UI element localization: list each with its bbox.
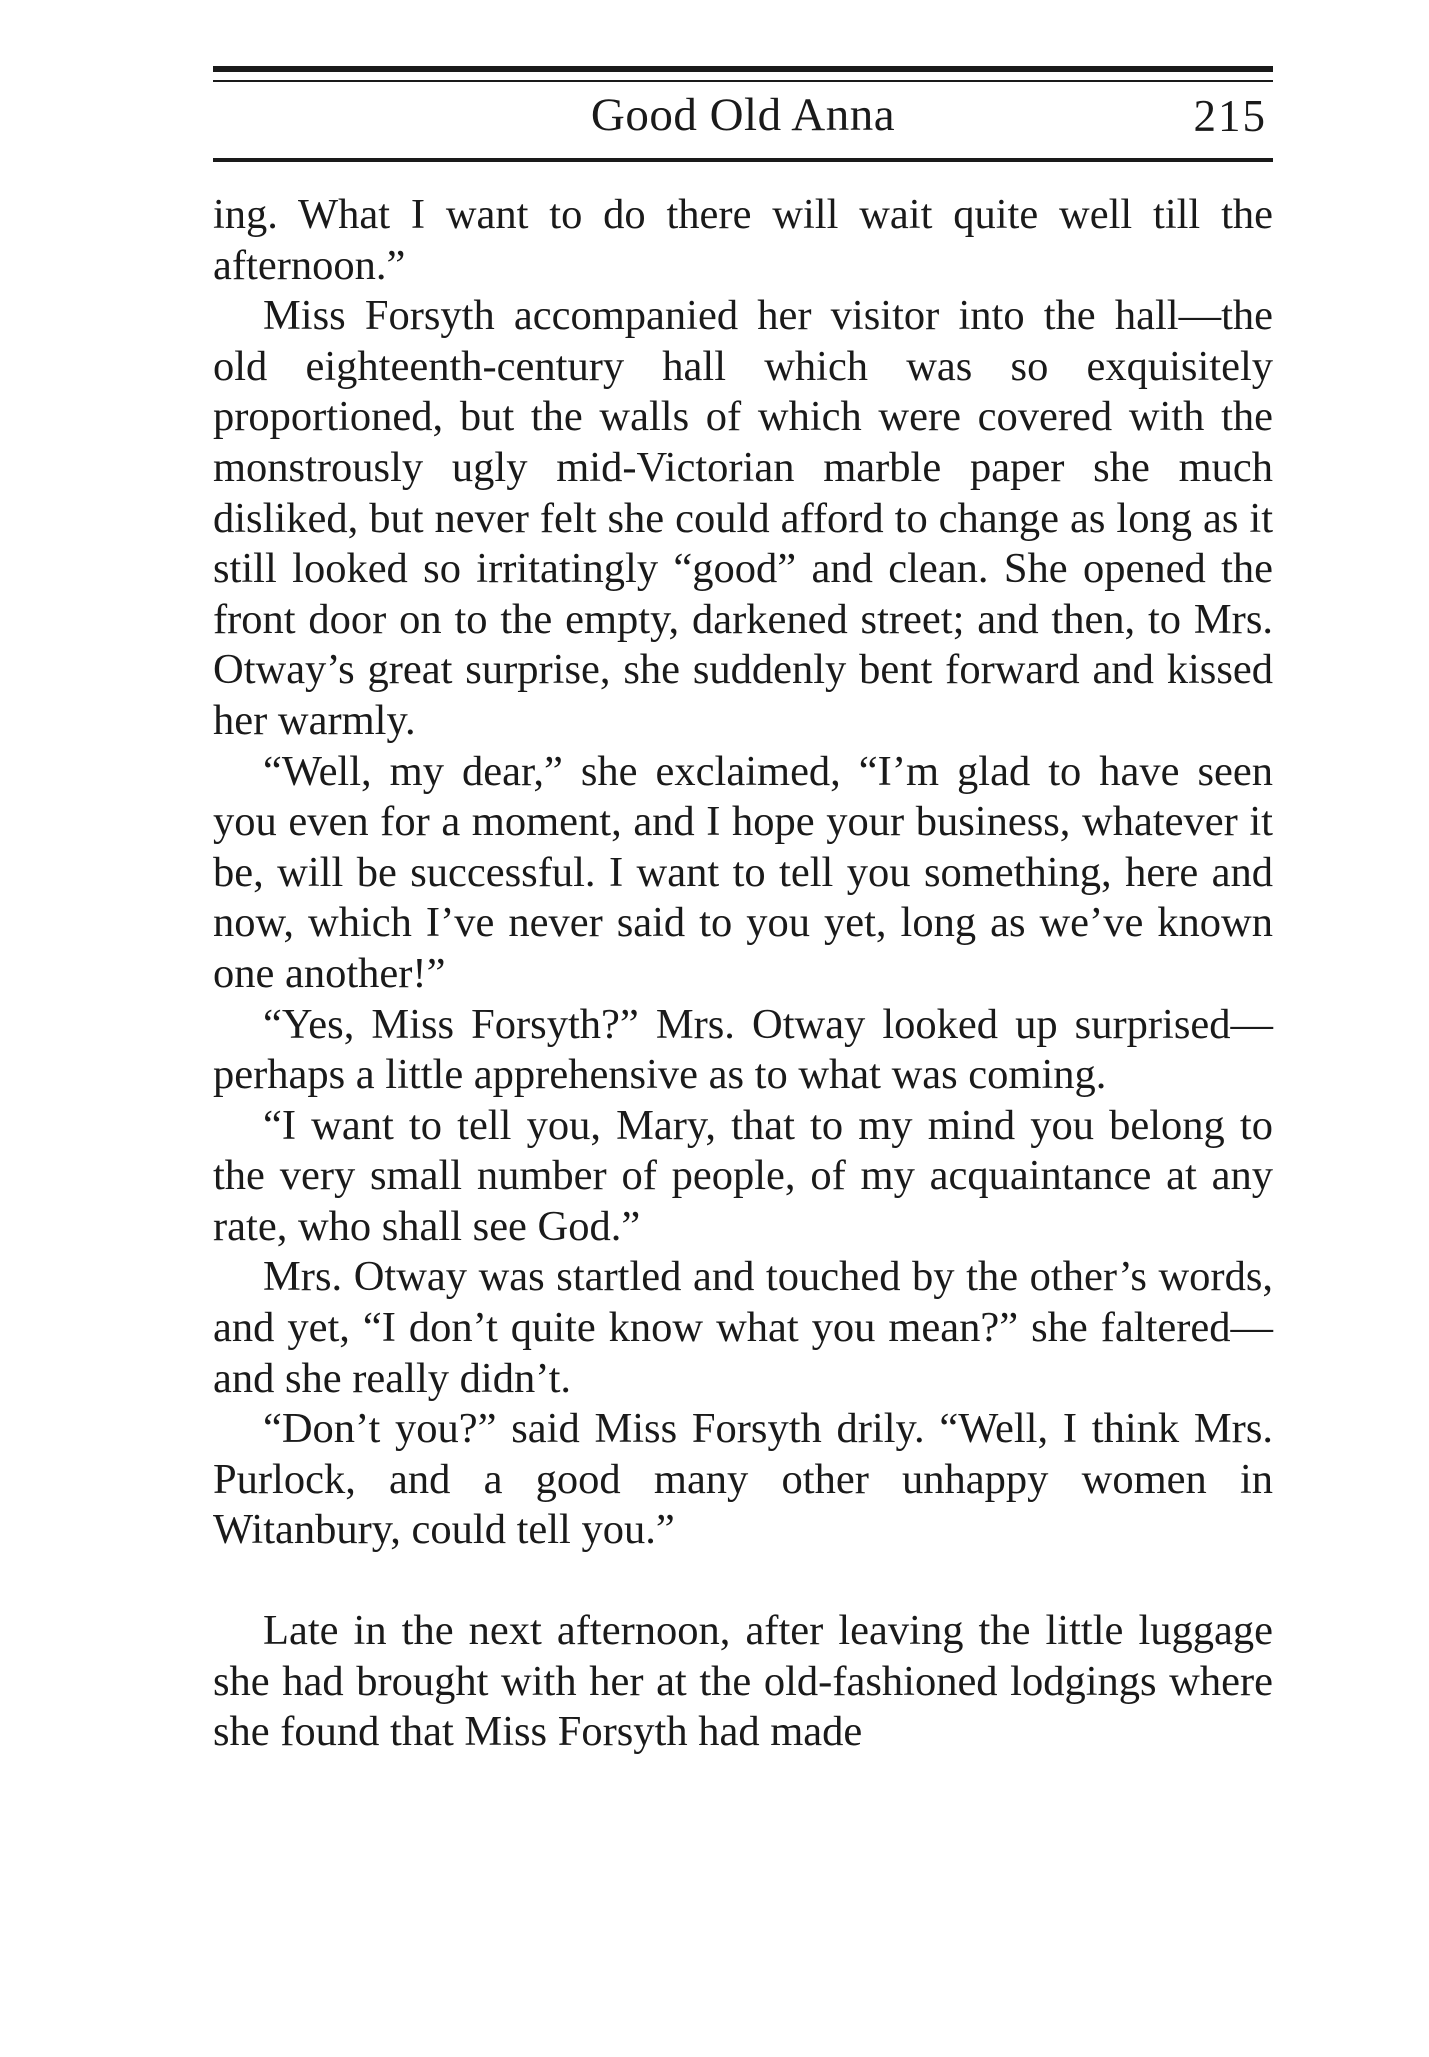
paragraph-new-section: Late in the next afternoon, after leaving the little luggage she had brought with her at the old-fashioned lodgings where she found that Miss Forsyth had made [213,1607,1273,1756]
header-rule-thick [213,66,1273,72]
page-number: 215 [1193,91,1267,141]
paragraph: “Yes, Miss Forsyth?” Mrs. Otway looked up surprised—perhaps a little apprehensive as to what was coming. [213,1000,1273,1099]
paragraph: Mrs. Otway was startled and touched by the other’s words, and yet, “I don’t quite know what you mean?” she faltered—and she really didn’t. [213,1253,1273,1402]
body-text [213,190,1273,1758]
paragraph: “Don’t you?” said Miss Forsyth drily. “Well, I think Mrs. Purlock, and a good many other unhappy women in Witanbury, could tell you.” [213,1405,1273,1554]
running-header [213,82,1273,158]
book-page [213,60,1273,1758]
paragraph: “I want to tell you, Mary, that to my mind you belong to the very small number of people, of my acquaintance at any rate, who shall see God.” [213,1101,1273,1250]
running-title: Good Old Anna [590,89,896,141]
header-rule-bottom [213,158,1273,162]
paragraph-continued: ing. What I want to do there will wait quite well till the afternoon.” [213,191,1273,289]
paragraph: “Well, my dear,” she exclaimed, “I’m glad to have seen you even for a moment, and I hope your business, whatever it be, will be successful. I want to tell you something, here and now, which I’ve never said to you yet, long as we’ve known one another!” [213,747,1273,997]
paragraph: Miss Forsyth accompanied her visitor into the hall—the old eighteenth-century hall which was so exquisitely proportioned, but the walls of which were covered with the monstrously ugly mid-Victorian marble paper she much disliked, but never felt she could afford to change as long as it still looked so irritatingly “good” and clean. She opened the front door on to the empty, darkened street; and then, to Mrs. Otway’s great surprise, she suddenly bent forward and kissed her warmly. [213,292,1273,744]
